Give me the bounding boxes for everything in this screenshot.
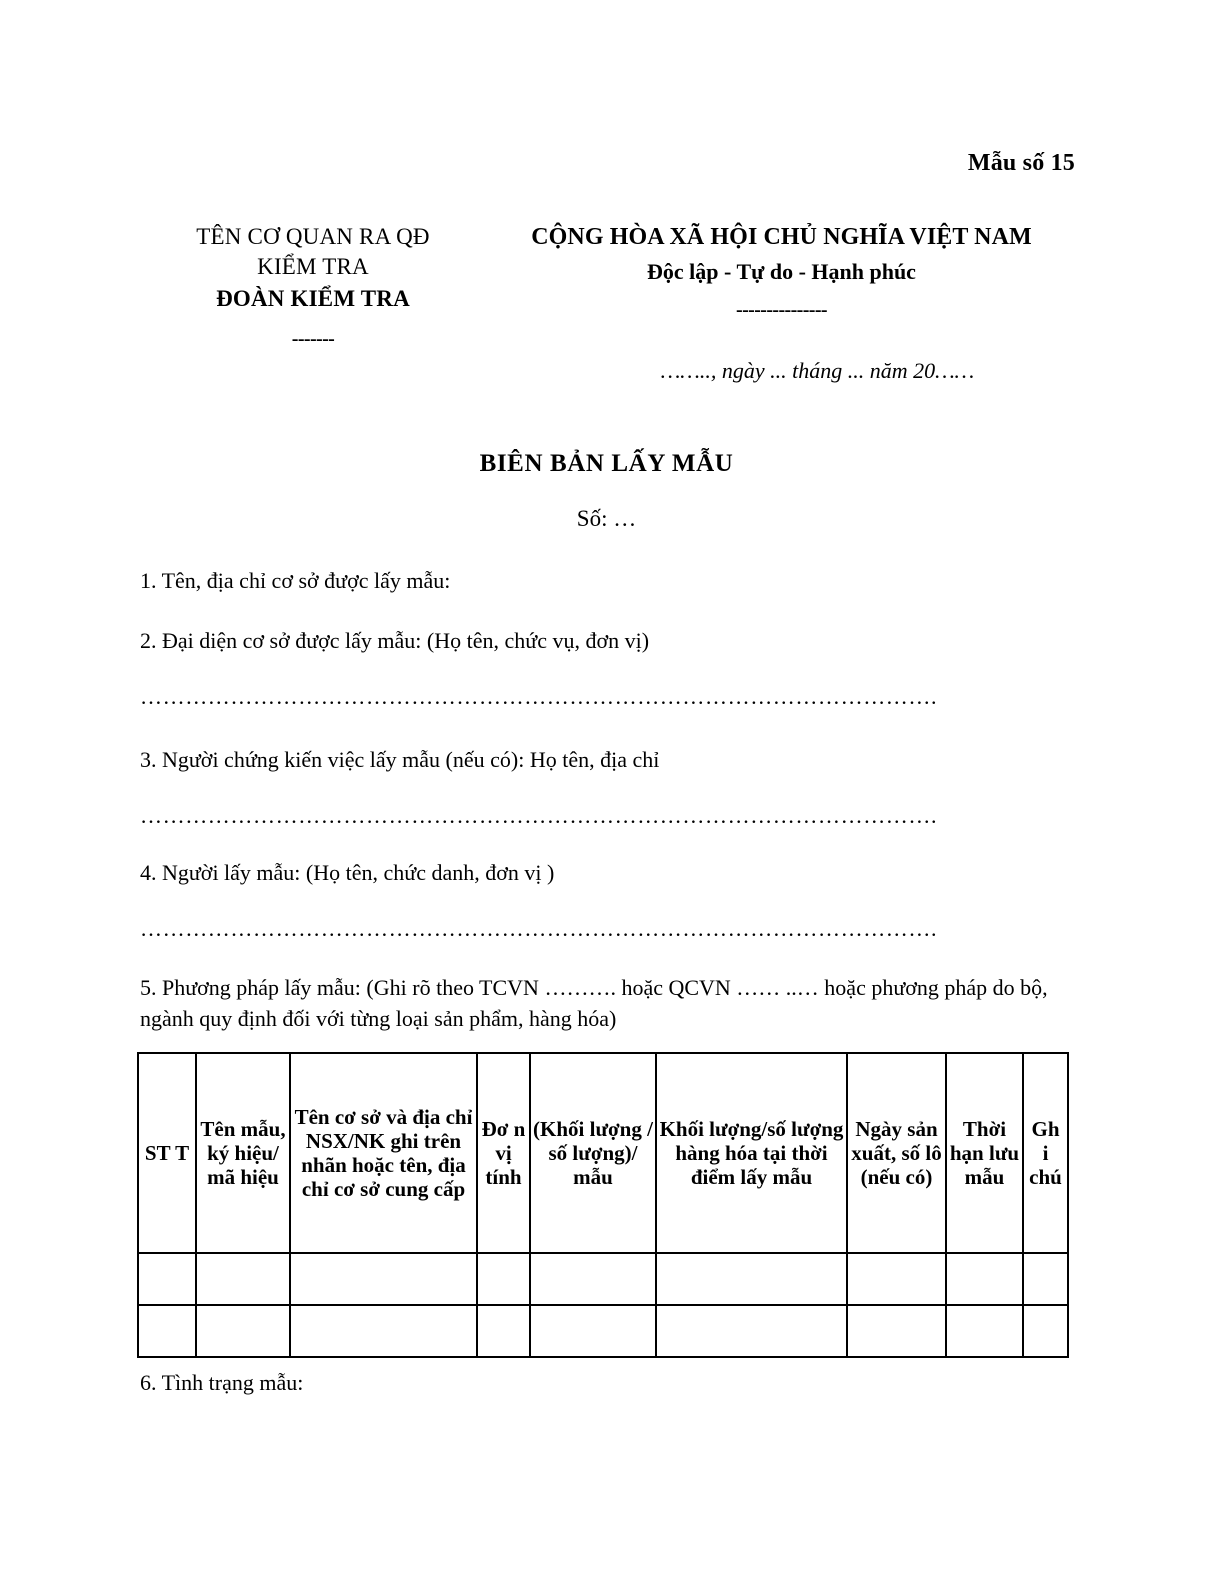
form-item-5: 5. Phương pháp lấy mẫu: (Ghi rõ theo TCVN ………. hoặc QCVN …… ..… hoặc phương pháp do bộ, ngành quy định đối với từng loại sản phẩm, hàng hóa) (140, 975, 1048, 1032)
cell-production-date-lot[interactable] (847, 1305, 946, 1357)
table-row[interactable] (138, 1305, 1068, 1357)
form-item-1: 1. Tên, địa chỉ cơ sở được lấy mẫu: (140, 568, 451, 593)
national-motto: Độc lập - Tự do - Hạnh phúc (647, 259, 916, 285)
masthead (138, 222, 1075, 352)
page-title: BIÊN BẢN LẤY MẪU (479, 450, 734, 477)
cell-sample-name[interactable] (196, 1253, 290, 1305)
table-header-row (138, 1053, 1068, 1253)
col-header-sample-quantity: (Khối lượng / số lượng)/ mẫu (530, 1053, 656, 1253)
cell-retention-period[interactable] (946, 1305, 1023, 1357)
form-item-4: 4. Người lấy mẫu: (Họ tên, chức danh, đơn vị ) (140, 860, 555, 885)
col-header-production-date-lot: Ngày sản xuất, số lô (nếu có) (847, 1053, 946, 1253)
col-header-notes: Gh i chú (1023, 1053, 1068, 1253)
date-place-line: …….., ngày ... tháng ... năm 20…… (660, 358, 975, 383)
form-item-2: 2. Đại diện cơ sở được lấy mẫu: (Họ tên, chức vụ, đơn vị) (140, 628, 650, 653)
cell-manufacturer-address[interactable] (290, 1305, 477, 1357)
col-header-unit: Đơ n vị tính (477, 1053, 530, 1253)
col-header-stt: ST T (138, 1053, 196, 1253)
cell-stt[interactable] (138, 1253, 196, 1305)
form-item-6: 6. Tình trạng mẫu: (140, 1370, 304, 1395)
agency-name-line1: TÊN CƠ QUAN RA QĐ (196, 224, 430, 249)
masthead-left-block (138, 222, 488, 352)
table-row[interactable] (138, 1253, 1068, 1305)
cell-unit[interactable] (477, 1305, 530, 1357)
inspection-team-label: ĐOÀN KIỂM TRA (216, 285, 410, 311)
cell-unit[interactable] (477, 1253, 530, 1305)
national-heading: CỘNG HÒA XÃ HỘI CHỦ NGHĨA VIỆT NAM (531, 224, 1032, 250)
cell-stt[interactable] (138, 1305, 196, 1357)
sample-table (137, 1052, 1069, 1358)
cell-goods-quantity[interactable] (656, 1253, 847, 1305)
col-header-goods-quantity: Khối lượng/số lượng hàng hóa tại thời điểm lấy mẫu (656, 1053, 847, 1253)
fill-in-line-1: ……………………………………………………………………………………………. (140, 684, 938, 709)
fill-in-line-2: ……………………………………………………………………………………………. (140, 803, 938, 828)
cell-production-date-lot[interactable] (847, 1253, 946, 1305)
left-rule-separator: ------- (291, 327, 335, 350)
cell-notes[interactable] (1023, 1253, 1068, 1305)
cell-sample-quantity[interactable] (530, 1253, 656, 1305)
agency-name-line2: KIỂM TRA (257, 253, 369, 279)
cell-sample-quantity[interactable] (530, 1305, 656, 1357)
col-header-sample-name: Tên mẫu, ký hiệu/ mã hiệu (196, 1053, 290, 1253)
table-body (138, 1253, 1068, 1357)
form-item-3: 3. Người chứng kiến việc lấy mẫu (nếu có): Họ tên, địa chỉ (140, 747, 660, 772)
col-header-manufacturer-address: Tên cơ sở và địa chỉ NSX/NK ghi trên nhãn hoặc tên, địa chỉ cơ sở cung cấp (290, 1053, 477, 1253)
cell-sample-name[interactable] (196, 1305, 290, 1357)
masthead-right-block (488, 222, 1075, 323)
right-rule-separator: --------------- (736, 298, 827, 321)
cell-goods-quantity[interactable] (656, 1305, 847, 1357)
form-code: Mẫu số 15 (967, 150, 1075, 176)
cell-manufacturer-address[interactable] (290, 1253, 477, 1305)
cell-retention-period[interactable] (946, 1253, 1023, 1305)
col-header-retention-period: Thời hạn lưu mẫu (946, 1053, 1023, 1253)
fill-in-line-3: ……………………………………………………………………………………………. (140, 916, 938, 941)
cell-notes[interactable] (1023, 1305, 1068, 1357)
document-number-line: Số: … (576, 506, 637, 531)
